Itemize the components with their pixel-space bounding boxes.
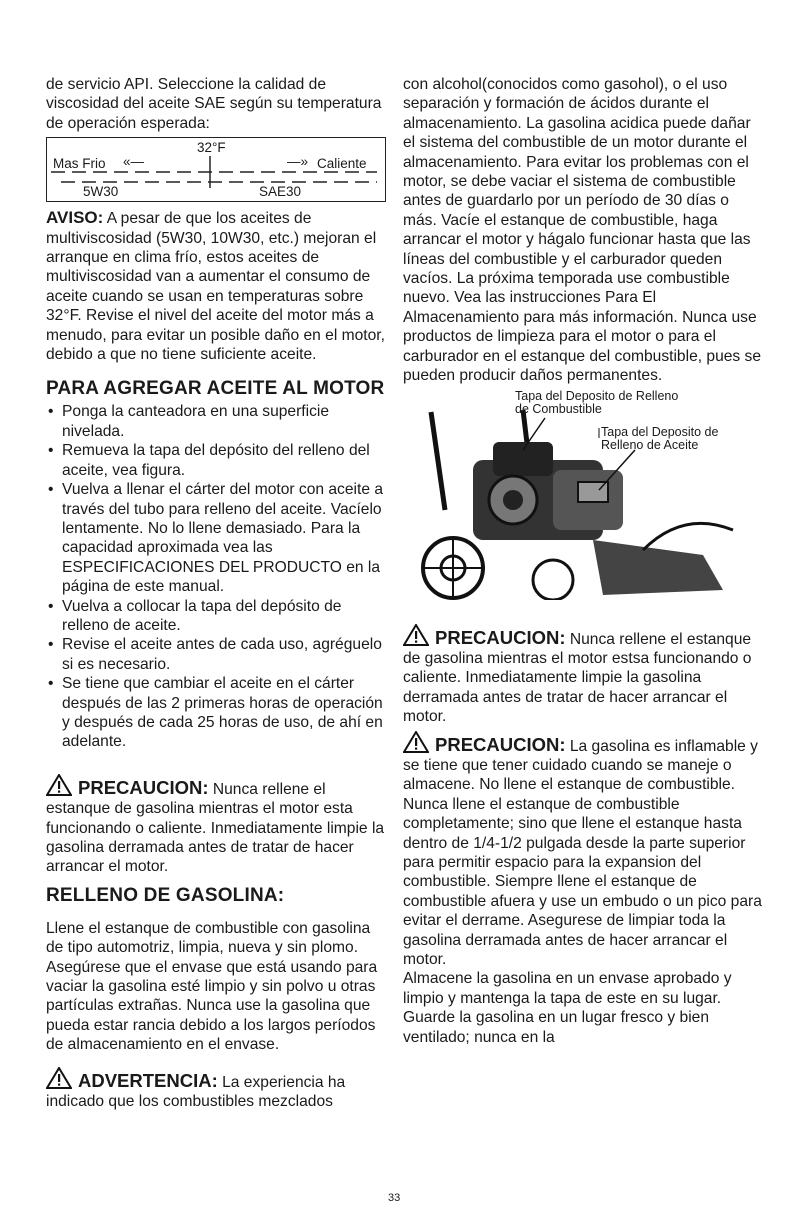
warning-icon xyxy=(403,731,429,753)
list-item: • Vuelva a collocar la tapa del depósito de relleno de aceite. xyxy=(46,597,386,636)
aviso-text: A pesar de que los aceites de multiviscosidad (5W30, 10W30, etc.) mejoran el arranque en clima frío, estos aceites de multiviscosidad van a aumentar el consumo de aceite cuando se usan en temperaturas sobre 32°F. Revise el nivel del aceite del motor más a menudo, para evitar un posible daño en el motor, debido a que no tiene suficiente aceite. xyxy=(46,210,385,364)
fuel-storage-paragraph: con alcohol(conocidos como gasohol), o el uso separación y formación de ácidos durante el almacenamiento. La gasolina acidica puede dañar el sistema del combustible de un motor durante el almacenamiento. Para evitar los problemas con el motor, se debe vaciar el sistema de combustible antes de guardarlo por un período de 30 días o más. Vacíe el estanque de combustible, haga arrancar el motor y hágalo funcionar hasta que las líneas del combustible y el carburador queden vacíos. La próxima temporada use combustible nuevo. Vea las instrucciones Para El Almacenamiento para más información. Nunca use productos de limpieza para el motor o para el carburador en el estanque del combustible, pues se pueden producir daños permanentes. xyxy=(403,76,762,385)
engine-figure xyxy=(403,390,765,600)
caution-1 xyxy=(46,774,386,877)
right-column xyxy=(403,75,765,1047)
advertencia xyxy=(46,1067,386,1112)
caution-3-label: PRECAUCION: xyxy=(435,733,566,755)
heading-fuel: RELLENO DE GASOLINA: xyxy=(46,884,285,906)
arrow-left-icon: «— xyxy=(123,154,145,170)
chart-hot-label: Caliente xyxy=(317,156,367,172)
list-item: • Se tiene que cambiar el aceite en el cárter después de las 2 primeras horas de operación y después de cada 25 horas de uso, de ahí en adelante. xyxy=(46,674,386,752)
caution-3-text: La gasolina es inflamable y se tiene que tener cuidado cuando se maneje o almacene. No llene el estanque de combustible. Nunca llene el estanque de combustible completamente; sino que llene el estanque hasta dentro de 1/4-1/2 pulgada desde la parte superior para permitir espacio para la expansion del combustible. Siempre llene el estanque de combustible afuera y use un embudo o un pico para evitar el derrame. Asegurese de limpiar toda la gasolina derramada antes de hacer arrancar el motor. xyxy=(403,737,762,968)
caution-2-label: PRECAUCION: xyxy=(435,626,566,648)
tiller-engine-illustration xyxy=(403,390,765,600)
aviso-label: AVISO: xyxy=(46,208,104,228)
left-column xyxy=(46,75,386,1111)
oil-cap-label: Tapa del Deposito de Relleno de Aceite xyxy=(601,424,719,452)
caution-1-text: Nunca rellene el estanque de gasolina mientras el motor esta funcionando o caliente. Inmediatamente limpie la gasolina derramada antes de tratar de hacer arrancar el motor. xyxy=(46,780,385,876)
list-item: • Ponga la canteadora en una superficie nivelada. xyxy=(46,402,386,441)
aviso-paragraph xyxy=(46,208,386,364)
viscosity-chart xyxy=(46,137,386,202)
chart-temp: 32°F xyxy=(197,140,226,156)
chart-cold-label: Mas Frio xyxy=(53,156,106,172)
list-item: • Revise el aceite antes de cada uso, agréguelo si es necesario. xyxy=(46,635,386,674)
oil-steps-list xyxy=(46,402,386,751)
caution-2-text: Nunca rellene el estanque de gasolina mientras el motor estsa funcionando o caliente. Inmediatamente limpie la gasolina derramada antes de tratar de hacer arrancar el motor. xyxy=(403,630,752,726)
list-item: • Vuelva a llenar el cárter del motor con aceite a través del tubo para relleno del aceite. Vacíelo lentamente. No lo llene demasiado. Para la capacidad aproximada vea las ESPECIFICACIONES DEL PRODUCTO en la página de este manual. xyxy=(46,480,386,596)
heading-oil: PARA AGREGAR ACEITE AL MOTOR xyxy=(46,378,385,400)
page-number: 33 xyxy=(388,1192,401,1204)
intro-paragraph: de servicio API. Seleccione la calidad de viscosidad del aceite SAE según su temperatura de operación esperada: xyxy=(46,76,382,132)
advertencia-label: ADVERTENCIA: xyxy=(78,1069,218,1091)
caution-2 xyxy=(403,624,765,727)
chart-low-grade: 5W30 xyxy=(83,184,119,200)
chart-high-grade: SAE30 xyxy=(259,184,302,200)
storage-paragraph: Almacene la gasolina en un envase aprobado y limpio y mantenga la tapa de este en su lugar. Guarde la gasolina en un lugar fresco y bien ventilado; nunca en la xyxy=(403,970,732,1046)
caution-3 xyxy=(403,731,765,970)
warning-icon xyxy=(403,624,429,646)
arrow-right-icon: —» xyxy=(287,154,309,170)
list-item: • Remueva la tapa del depósito del relleno del aceite, vea figura. xyxy=(46,441,386,480)
fuel-cap-label: Tapa del Deposito de Relleno de Combustible xyxy=(515,388,679,416)
advertencia-text: La experiencia ha indicado que los combustibles mezclados xyxy=(46,1073,346,1111)
warning-icon xyxy=(46,1067,72,1089)
fuel-paragraph: Llene el estanque de combustible con gasolina de tipo automotriz, limpia, nueva y sin plomo. Asegúrese que el envase que está usando para vaciar la gasolina esté limpio y sin polvo u otras partículas extrañas. Nunca use la gasolina que pueda estar rancia debido a los largos períodos de almacenamiento en el envase. xyxy=(46,919,378,1054)
warning-icon xyxy=(46,774,72,796)
caution-1-label: PRECAUCION: xyxy=(78,776,209,798)
